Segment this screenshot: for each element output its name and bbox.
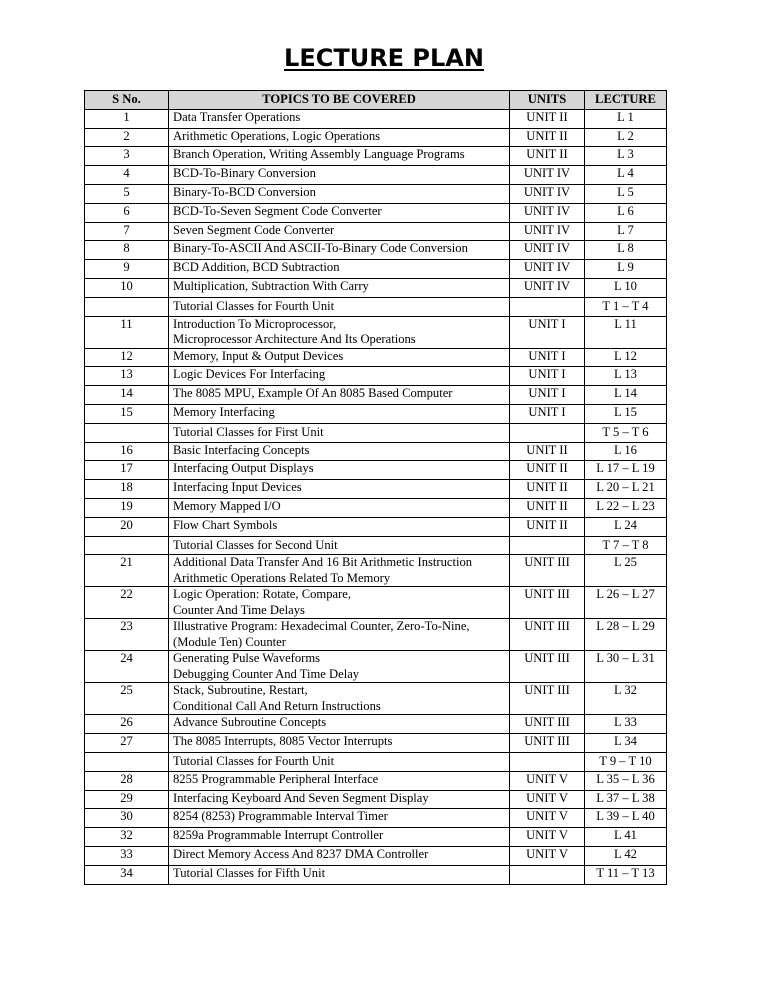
cell-unit: UNIT I [510,386,585,405]
cell-lecture: L 25 [585,555,667,587]
topic-line: BCD Addition, BCD Subtraction [173,260,340,275]
cell-lecture: L 26 – L 27 [585,587,667,619]
cell-lecture: L 2 [585,128,667,147]
cell-unit: UNIT II [510,498,585,517]
table-row [85,147,667,166]
cell-lecture: L 32 [585,683,667,715]
cell-unit: UNIT IV [510,278,585,297]
cell-lecture: L 30 – L 31 [585,651,667,683]
cell-sno: 8 [85,241,169,260]
topic-line: The 8085 MPU, Example Of An 8085 Based Computer [173,386,453,401]
cell-lecture: L 15 [585,404,667,423]
topic-line: BCD-To-Binary Conversion [173,166,316,181]
topic-line: Tutorial Classes for Fourth Unit [173,754,335,769]
cell-lecture: T 7 – T 8 [585,536,667,555]
topic-line: Interfacing Keyboard And Seven Segment Display [173,790,429,805]
topic-line: Arithmetic Operations, Logic Operations [173,128,381,143]
cell-topic [169,498,510,517]
cell-topic [169,619,510,651]
cell-unit: UNIT II [510,147,585,166]
table-row [85,536,667,555]
topic-line: Memory, Input & Output Devices [173,348,344,363]
topic-line: Tutorial Classes for Fourth Unit [173,298,335,313]
cell-topic [169,442,510,461]
cell-lecture: L 7 [585,222,667,241]
table-row [85,651,667,683]
cell-lecture: L 3 [585,147,667,166]
cell-sno: 17 [85,461,169,480]
cell-topic [169,752,510,771]
cell-unit: UNIT I [510,404,585,423]
table-row [85,386,667,405]
cell-topic [169,404,510,423]
cell-unit: UNIT I [510,367,585,386]
cell-topic [169,517,510,536]
cell-topic [169,128,510,147]
cell-unit [510,752,585,771]
cell-topic [169,423,510,442]
topic-line: Tutorial Classes for First Unit [173,424,324,439]
cell-sno: 15 [85,404,169,423]
topic-line: 8254 (8253) Programmable Interval Timer [173,809,388,824]
table-row [85,442,667,461]
topic-line: (Module Ten) Counter [173,634,286,649]
cell-topic [169,846,510,865]
cell-sno: 22 [85,587,169,619]
table-row [85,498,667,517]
table-row [85,683,667,715]
cell-lecture: L 22 – L 23 [585,498,667,517]
cell-lecture: L 10 [585,278,667,297]
cell-topic [169,461,510,480]
table-row [85,771,667,790]
cell-unit: UNIT III [510,587,585,619]
table-row [85,752,667,771]
cell-topic [169,203,510,222]
table-row [85,734,667,753]
table-row [85,846,667,865]
cell-unit: UNIT III [510,651,585,683]
topic-line: Interfacing Output Displays [173,461,314,476]
cell-topic [169,828,510,847]
cell-lecture: L 4 [585,166,667,185]
cell-lecture: L 17 – L 19 [585,461,667,480]
header-topics: TOPICS TO BE COVERED [169,91,510,110]
table-row [85,348,667,367]
table-row [85,109,667,128]
topic-line: Multiplication, Subtraction With Carry [173,278,369,293]
cell-sno: 27 [85,734,169,753]
table-row [85,260,667,279]
cell-topic [169,715,510,734]
cell-lecture: L 35 – L 36 [585,771,667,790]
cell-topic [169,367,510,386]
cell-unit: UNIT V [510,828,585,847]
cell-unit: UNIT I [510,348,585,367]
cell-sno [85,536,169,555]
cell-lecture: L 24 [585,517,667,536]
cell-topic [169,222,510,241]
cell-lecture: T 5 – T 6 [585,423,667,442]
cell-topic [169,386,510,405]
cell-lecture: L 33 [585,715,667,734]
cell-unit: UNIT IV [510,184,585,203]
cell-sno: 23 [85,619,169,651]
table-row [85,297,667,316]
cell-topic [169,865,510,884]
cell-topic [169,348,510,367]
cell-topic [169,734,510,753]
topic-line: Seven Segment Code Converter [173,222,335,237]
topic-line: Debugging Counter And Time Delay [173,666,360,681]
cell-lecture: L 16 [585,442,667,461]
table-row [85,828,667,847]
header-sno: S No. [85,91,169,110]
cell-unit: UNIT IV [510,241,585,260]
topic-line: Memory Mapped I/O [173,498,281,513]
cell-sno: 34 [85,865,169,884]
cell-sno: 26 [85,715,169,734]
topic-line: Data Transfer Operations [173,109,301,124]
cell-sno: 24 [85,651,169,683]
table-row [85,203,667,222]
page-title: LECTURE PLAN [284,44,484,72]
topic-line: Additional Data Transfer And 16 Bit Arithmetic Instruction [173,555,473,570]
cell-topic [169,241,510,260]
topic-line: 8259a Programmable Interrupt Controller [173,828,384,843]
cell-unit: UNIT III [510,734,585,753]
cell-topic [169,809,510,828]
topic-line: Counter And Time Delays [173,602,305,617]
header-lecture: LECTURE [585,91,667,110]
topic-line: Basic Interfacing Concepts [173,442,310,457]
cell-sno: 25 [85,683,169,715]
cell-sno: 2 [85,128,169,147]
cell-unit: UNIT IV [510,166,585,185]
cell-lecture: L 6 [585,203,667,222]
cell-sno: 21 [85,555,169,587]
cell-unit: UNIT V [510,771,585,790]
table-row [85,809,667,828]
cell-lecture: L 34 [585,734,667,753]
cell-unit: UNIT IV [510,260,585,279]
cell-sno: 4 [85,166,169,185]
topic-line: Tutorial Classes for Second Unit [173,537,338,552]
cell-unit: UNIT V [510,846,585,865]
cell-topic [169,587,510,619]
table-row [85,790,667,809]
table-row [85,517,667,536]
topic-line: The 8085 Interrupts, 8085 Vector Interrupts [173,734,393,749]
cell-unit: UNIT IV [510,203,585,222]
cell-topic [169,555,510,587]
cell-sno: 5 [85,184,169,203]
cell-lecture: T 11 – T 13 [585,865,667,884]
cell-unit [510,536,585,555]
cell-sno: 1 [85,109,169,128]
cell-unit: UNIT II [510,480,585,499]
cell-lecture: L 37 – L 38 [585,790,667,809]
table-row [85,128,667,147]
topic-line: Binary-To-BCD Conversion [173,184,316,199]
table-row [85,241,667,260]
cell-unit: UNIT V [510,809,585,828]
cell-sno: 28 [85,771,169,790]
cell-topic [169,790,510,809]
cell-unit [510,865,585,884]
table-row [85,480,667,499]
topic-line: Memory Interfacing [173,404,275,419]
cell-sno: 30 [85,809,169,828]
table-row [85,316,667,348]
cell-unit: UNIT II [510,109,585,128]
lecture-plan-table [84,90,667,885]
cell-sno: 19 [85,498,169,517]
cell-sno: 13 [85,367,169,386]
cell-topic [169,536,510,555]
cell-unit [510,423,585,442]
table-row [85,166,667,185]
table-row [85,715,667,734]
cell-topic [169,278,510,297]
topic-line: Direct Memory Access And 8237 DMA Controller [173,846,429,861]
table-row [85,404,667,423]
topic-line: Flow Chart Symbols [173,517,278,532]
cell-lecture: L 11 [585,316,667,348]
cell-sno: 11 [85,316,169,348]
topic-line: Generating Pulse Waveforms [173,651,321,666]
cell-topic [169,651,510,683]
cell-sno: 16 [85,442,169,461]
table-body [85,109,667,884]
cell-lecture: L 41 [585,828,667,847]
cell-sno: 9 [85,260,169,279]
topic-line: Logic Operation: Rotate, Compare, [173,587,352,602]
table-row [85,555,667,587]
topic-line: Microprocessor Architecture And Its Operations [173,332,416,347]
topic-line: Conditional Call And Return Instructions [173,698,381,713]
cell-sno: 7 [85,222,169,241]
table-row [85,367,667,386]
cell-sno: 10 [85,278,169,297]
topic-line: Introduction To Microprocessor, [173,316,337,331]
cell-topic [169,771,510,790]
topic-line: Logic Devices For Interfacing [173,367,326,382]
cell-topic [169,147,510,166]
cell-sno: 12 [85,348,169,367]
cell-unit: UNIT II [510,461,585,480]
cell-lecture: L 8 [585,241,667,260]
cell-lecture: T 9 – T 10 [585,752,667,771]
cell-sno [85,297,169,316]
table-row [85,587,667,619]
topic-line: Arithmetic Operations Related To Memory [173,570,391,585]
topic-line: Interfacing Input Devices [173,480,302,495]
table-row [85,423,667,442]
topic-line: Advance Subroutine Concepts [173,715,327,730]
cell-sno: 18 [85,480,169,499]
header-units: UNITS [510,91,585,110]
cell-unit: UNIT III [510,683,585,715]
cell-unit: UNIT II [510,128,585,147]
cell-sno: 14 [85,386,169,405]
topic-line: 8255 Programmable Peripheral Interface [173,771,379,786]
cell-lecture: L 42 [585,846,667,865]
cell-unit: UNIT III [510,555,585,587]
table-row [85,278,667,297]
cell-topic [169,683,510,715]
table-row [85,619,667,651]
cell-topic [169,260,510,279]
cell-sno: 29 [85,790,169,809]
table-header-row [85,91,667,110]
cell-topic [169,297,510,316]
cell-unit [510,297,585,316]
cell-sno: 33 [85,846,169,865]
cell-topic [169,166,510,185]
cell-lecture: L 39 – L 40 [585,809,667,828]
topic-line: BCD-To-Seven Segment Code Converter [173,203,382,218]
cell-lecture: L 5 [585,184,667,203]
cell-sno: 20 [85,517,169,536]
cell-sno [85,752,169,771]
cell-unit: UNIT II [510,517,585,536]
cell-sno: 32 [85,828,169,847]
cell-lecture: L 9 [585,260,667,279]
cell-lecture: L 1 [585,109,667,128]
cell-lecture: L 20 – L 21 [585,480,667,499]
cell-sno: 3 [85,147,169,166]
cell-unit: UNIT II [510,442,585,461]
table-row [85,184,667,203]
cell-unit: UNIT IV [510,222,585,241]
cell-sno: 6 [85,203,169,222]
cell-topic [169,480,510,499]
cell-topic [169,316,510,348]
cell-unit: UNIT I [510,316,585,348]
cell-topic [169,184,510,203]
cell-unit: UNIT III [510,715,585,734]
cell-lecture: L 28 – L 29 [585,619,667,651]
cell-lecture: T 1 – T 4 [585,297,667,316]
topic-line: Binary-To-ASCII And ASCII-To-Binary Code Conversion [173,241,468,256]
cell-lecture: L 12 [585,348,667,367]
topic-line: Branch Operation, Writing Assembly Language Programs [173,147,465,162]
cell-sno [85,423,169,442]
cell-unit: UNIT III [510,619,585,651]
table-row [85,865,667,884]
table-row [85,461,667,480]
table-row [85,222,667,241]
cell-unit: UNIT V [510,790,585,809]
topic-line: Tutorial Classes for Fifth Unit [173,865,326,880]
cell-topic [169,109,510,128]
cell-lecture: L 14 [585,386,667,405]
topic-line: Stack, Subroutine, Restart, [173,683,308,698]
cell-lecture: L 13 [585,367,667,386]
topic-line: Illustrative Program: Hexadecimal Counter, Zero-To-Nine, [173,619,470,634]
